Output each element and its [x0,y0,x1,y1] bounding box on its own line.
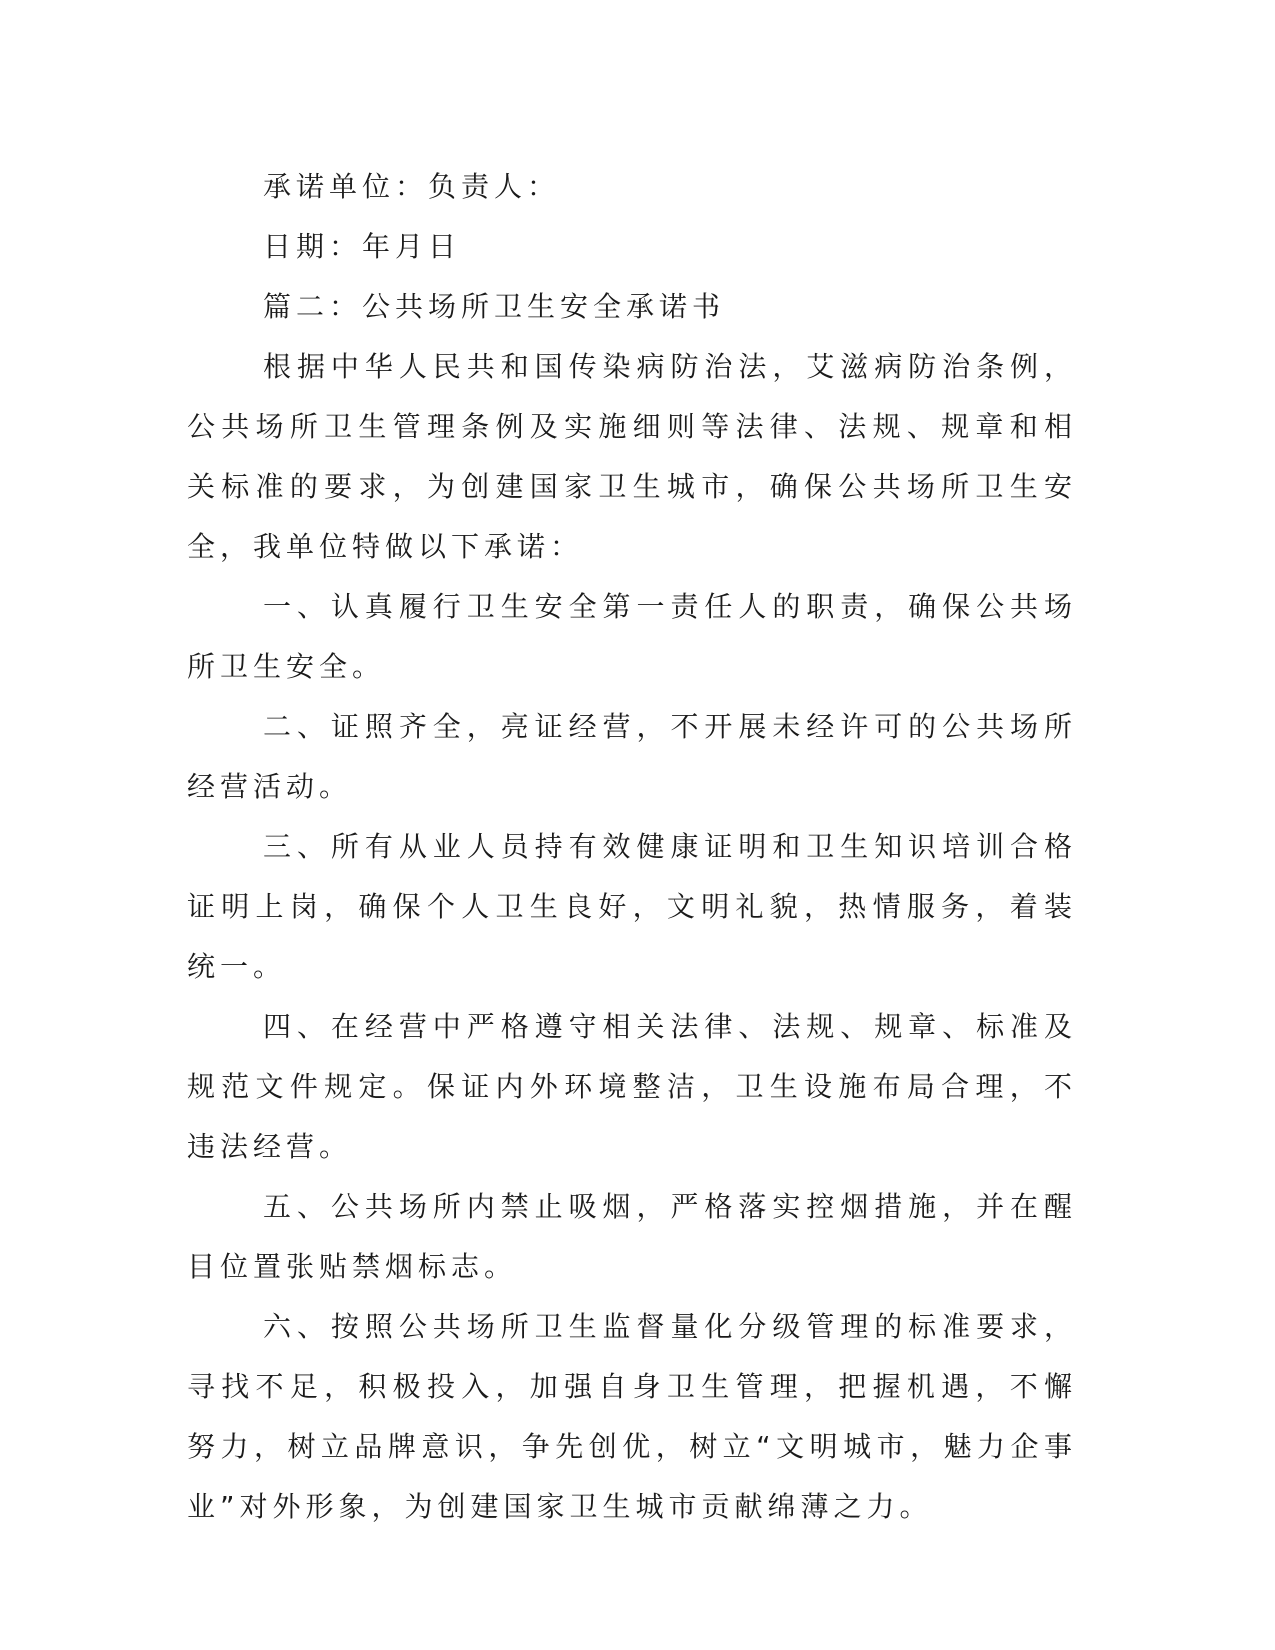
date-line: 日期：年月日 [263,230,462,263]
commitment-item-5: 五、公共场所内禁止吸烟，严格落实控烟措施，并在醒目位置张贴禁烟标志。 [187,1190,1077,1283]
commitment-item-1: 一、认真履行卫生安全第一责任人的职责，确保公共场所卫生安全。 [187,590,1077,683]
commitment-item-4: 四、在经营中严格遵守相关法律、法规、规章、标准及规范文件规定。保证内外环境整洁，卫生设施布局合理，不违法经营。 [187,1010,1077,1163]
document-body [187,157,1077,1537]
commitment-item-6: 六、按照公共场所卫生监督量化分级管理的标准要求，寻找不足，积极投入，加强自身卫生管理，把握机遇，不懈努力，树立品牌意识，争先创优，树立“文明城市，魅力企事业”对外形象，为创建国家卫生城市贡献绵薄之力。 [187,1310,1077,1523]
intro-paragraph: 根据中华人民共和国传染病防治法，艾滋病防治条例，公共场所卫生管理条例及实施细则等法律、法规、规章和相关标准的要求，为创建国家卫生城市，确保公共场所卫生安全，我单位特做以下承诺： [187,350,1077,563]
signature-line: 承诺单位：负责人： [263,170,561,203]
commitment-item-2: 二、证照齐全，亮证经营，不开展未经许可的公共场所经营活动。 [187,710,1077,803]
commitment-item-3: 三、所有从业人员持有效健康证明和卫生知识培训合格证明上岗，确保个人卫生良好，文明礼貌，热情服务，着装统一。 [187,830,1077,983]
section-title: 篇二：公共场所卫生安全承诺书 [263,290,726,323]
